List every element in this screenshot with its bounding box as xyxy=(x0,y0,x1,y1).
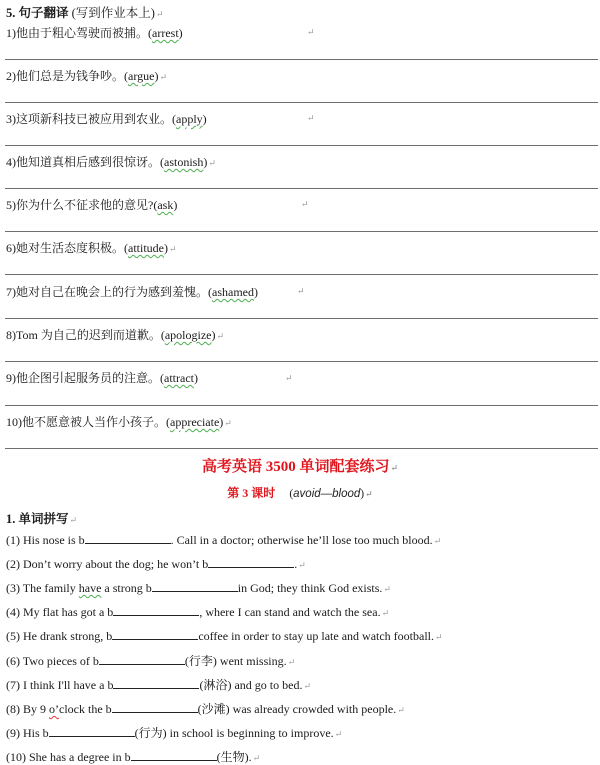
answer-blank[interactable] xyxy=(85,532,171,544)
paragraph-mark-icon: ↵ xyxy=(155,9,164,19)
item-prefix: (5) He drank strong, b xyxy=(6,629,113,643)
item-prefix: clock the b xyxy=(59,702,112,716)
paragraph-mark-icon: ↵ xyxy=(224,418,232,428)
paragraph-mark-icon: ↵ xyxy=(307,113,315,123)
spelling-item-2 xyxy=(6,556,306,572)
keyword: appreciate xyxy=(170,415,220,429)
item-suffix: (生物). xyxy=(216,750,252,764)
section-5-heading xyxy=(6,3,164,21)
translation-item-10 xyxy=(6,413,232,430)
keyword: arrest xyxy=(152,26,179,40)
paragraph-mark-icon: ↵ xyxy=(381,608,390,618)
paren: ( xyxy=(124,69,128,83)
paragraph-mark-icon: ↵ xyxy=(301,199,309,209)
paragraph-mark-icon: ↵ xyxy=(433,536,442,546)
spelling-item-4 xyxy=(6,604,389,620)
section-note: (写到作业本上) xyxy=(71,6,155,20)
translation-item-8 xyxy=(6,326,224,343)
paragraph-mark-icon: ↵ xyxy=(435,632,443,642)
answer-line xyxy=(5,231,598,232)
item-prefix: (2) Don’t worry about the dog; he won’t b xyxy=(6,557,209,571)
answer-blank[interactable] xyxy=(208,556,294,568)
section-number: 5. xyxy=(6,6,16,20)
paren: ( xyxy=(160,371,164,385)
answer-blank[interactable] xyxy=(113,604,199,616)
translation-item-6 xyxy=(6,239,177,256)
spelling-item-8 xyxy=(6,700,405,717)
spelling-item-10 xyxy=(6,748,260,765)
answer-blank[interactable] xyxy=(112,701,198,713)
paren: ( xyxy=(172,112,176,126)
paragraph-mark-icon: ↵ xyxy=(252,753,261,763)
paragraph-mark-icon: ↵ xyxy=(397,705,405,715)
spelling-heading xyxy=(6,509,77,527)
item-text: 10)他不愿意被人当作小孩子。 xyxy=(6,415,166,429)
item-prefix: (7) I think I'll have a b xyxy=(6,678,114,692)
paren: ) xyxy=(219,415,224,429)
spelling-item-5 xyxy=(6,628,443,644)
paren: ( xyxy=(166,415,170,429)
paragraph-mark-icon: ↵ xyxy=(69,515,78,525)
item-suffix: (行李) went missing. xyxy=(184,654,287,668)
item-text: 9)他企图引起服务员的注意。 xyxy=(6,371,160,385)
item-prefix: (10) She has a degree in b xyxy=(6,750,131,764)
paren: ( xyxy=(148,26,152,40)
paren: ) xyxy=(253,285,258,299)
item-prefix: (1) His nose is b xyxy=(6,533,85,547)
spelling-item-3 xyxy=(6,580,391,596)
translation-item-4 xyxy=(6,153,216,170)
paragraph-mark-icon: ↵ xyxy=(216,331,225,341)
item-prefix: (8) By 9 xyxy=(6,702,49,716)
item-suffix: (行为) in school is beginning to improve. xyxy=(134,726,334,740)
item-text: 4)他知道真相后感到很惊讶。 xyxy=(6,155,160,169)
paren: ) xyxy=(154,69,159,83)
paren: ) xyxy=(211,328,216,342)
paragraph-mark-icon: ↵ xyxy=(297,286,305,296)
keyword: ask xyxy=(157,198,174,212)
paragraph-mark-icon: ↵ xyxy=(365,489,373,499)
answer-line xyxy=(5,59,598,60)
answer-line xyxy=(5,274,598,275)
answer-blank[interactable] xyxy=(112,628,198,640)
item-suffix: coffee in order to stay up late and watch football. xyxy=(198,629,435,643)
answer-blank[interactable] xyxy=(152,580,238,592)
paren: ) xyxy=(360,488,365,500)
answer-line xyxy=(5,405,598,406)
paren: ( xyxy=(160,155,164,169)
spelling-item-1 xyxy=(6,532,441,548)
paragraph-mark-icon: ↵ xyxy=(285,373,293,383)
lesson-title-text: 高考英语 3500 单词配套练习 xyxy=(201,459,390,475)
item-suffix: . xyxy=(294,557,298,571)
translation-item-7 xyxy=(6,283,258,300)
paragraph-mark-icon: ↵ xyxy=(383,584,391,594)
item-text: 5)你为什么不征求他的意见? xyxy=(6,198,154,212)
item-suffix: in God; they think God exists. xyxy=(237,581,383,595)
keyword: apply xyxy=(176,112,203,126)
item-prefix: (6) Two pieces of b xyxy=(6,654,99,668)
section-title: 句子翻译 xyxy=(18,6,69,20)
paren: ( xyxy=(208,285,212,299)
word-range xyxy=(289,488,364,500)
keyword: astonish xyxy=(164,155,204,169)
answer-line xyxy=(5,448,598,449)
lesson-title xyxy=(0,455,600,476)
keyword: attract xyxy=(164,371,194,385)
item-suffix: (沙滩) was already crowded with people. xyxy=(197,702,397,716)
answer-blank[interactable] xyxy=(49,725,135,737)
spelling-flagged-word: o’ xyxy=(49,702,59,716)
answer-line xyxy=(5,188,598,189)
lesson-subtitle xyxy=(0,484,600,501)
answer-line xyxy=(5,145,598,146)
answer-line xyxy=(5,318,598,319)
paragraph-mark-icon: ↵ xyxy=(159,72,167,82)
item-suffix: , where I can stand and watch the sea. xyxy=(199,605,381,619)
item-text: 3)这项新科技已被应用到农业。 xyxy=(6,112,172,126)
spelling-item-6 xyxy=(6,652,295,669)
item-text: 6)她对生活态度积极。 xyxy=(6,241,124,255)
paren: ) xyxy=(178,26,183,40)
keyword: ashamed xyxy=(212,285,254,299)
keyword: attitude xyxy=(128,241,164,255)
item-suffix: . Call in a doctor; otherwise he’ll lose too much blood. xyxy=(170,533,433,547)
paren: ) xyxy=(164,241,168,255)
answer-blank[interactable] xyxy=(131,749,217,761)
paragraph-mark-icon: ↵ xyxy=(169,244,177,254)
translation-item-5 xyxy=(6,196,177,213)
translation-item-2 xyxy=(6,67,167,84)
paragraph-mark-icon: ↵ xyxy=(307,27,315,37)
item-text: 7)她对自己在晚会上的行为感到羞愧。 xyxy=(6,285,208,299)
item-prefix: (4) My flat has got a b xyxy=(6,605,114,619)
item-suffix: (淋浴) and go to bed. xyxy=(199,678,303,692)
paren: ) xyxy=(203,155,208,169)
translation-item-1 xyxy=(6,24,183,41)
paragraph-mark-icon: ↵ xyxy=(208,158,216,168)
paragraph-mark-icon: ↵ xyxy=(287,657,296,667)
item-text: 1)他由于粗心驾驶而被捕。 xyxy=(6,26,148,40)
item-prefix: (3) The family xyxy=(6,581,79,595)
paragraph-mark-icon: ↵ xyxy=(390,463,399,473)
answer-line xyxy=(5,102,598,103)
paren: ( xyxy=(160,328,165,342)
translation-item-9 xyxy=(6,369,198,386)
grammar-flagged-word: have xyxy=(78,581,102,595)
lesson-number: 第 3 课时 xyxy=(227,486,276,500)
answer-line xyxy=(5,361,598,362)
paren: ( xyxy=(153,198,158,212)
paren: ) xyxy=(193,371,198,385)
spelling-item-9 xyxy=(6,724,342,741)
paren: ) xyxy=(173,198,178,212)
paragraph-mark-icon: ↵ xyxy=(303,681,311,691)
spelling-item-7 xyxy=(6,676,311,693)
item-prefix: (9) His b xyxy=(6,726,49,740)
paragraph-mark-icon: ↵ xyxy=(334,729,343,739)
item-text: 8)Tom 为自己的迟到而道歉。 xyxy=(6,328,161,342)
keyword: apologize xyxy=(164,328,212,342)
paren: ( xyxy=(289,488,294,500)
spelling-title-text: 1. 单词拼写 xyxy=(6,512,69,526)
paragraph-mark-icon: ↵ xyxy=(298,560,306,570)
keyword: argue xyxy=(128,69,155,83)
word-range-text: avoid—blood xyxy=(293,488,361,500)
answer-blank[interactable] xyxy=(99,653,185,665)
item-text: 2)他们总是为钱争吵。 xyxy=(6,69,124,83)
answer-blank[interactable] xyxy=(113,677,199,689)
translation-item-3 xyxy=(6,110,207,127)
paren: ( xyxy=(124,241,128,255)
paren: ) xyxy=(202,112,207,126)
item-prefix: a strong b xyxy=(101,581,152,595)
